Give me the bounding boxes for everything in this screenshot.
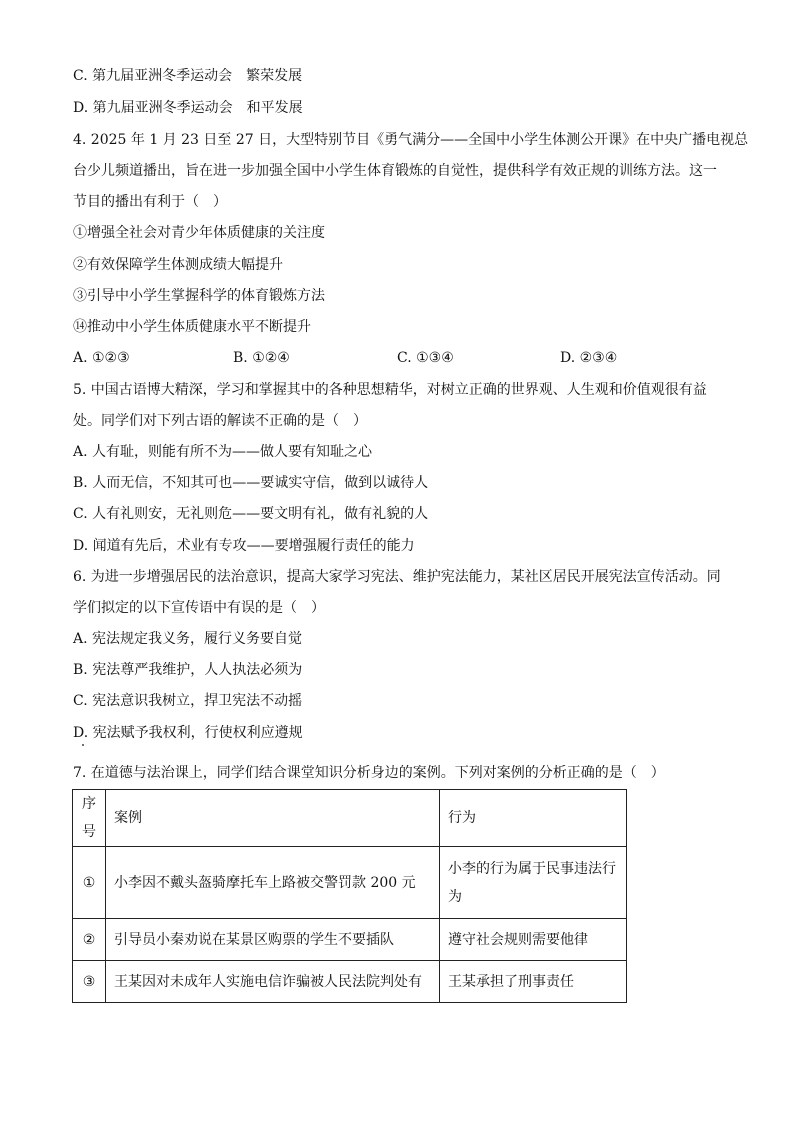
q5-stem-line-1: 5. 中国古语博大精深，学习和掌握其中的各种思想精华，对树立正确的世界观、人生观和价值观很有益 [73, 382, 707, 398]
header-num-line-1: 序 [82, 796, 96, 812]
table-row [73, 919, 627, 961]
q4-option-a: A. ①②③ [73, 350, 130, 366]
q4-item-1: ①增强全社会对青少年体质健康的关注度 [73, 225, 325, 241]
row-behavior: 遵守社会规则需要他律 [440, 919, 627, 961]
q6-option-d: D. 宪法赋予我权利，行使权利应遵规 [73, 725, 303, 741]
row-behavior: 王某承担了刑事责任 [440, 961, 627, 1003]
q4-stem-line-2: 台少儿频道播出，旨在进一步加强全国中小学生体育锻炼的自觉性，提供科学有效正规的训练方法。这一 [73, 163, 717, 179]
row-num: ② [73, 919, 106, 961]
table-row [73, 847, 627, 919]
q5-option-b: B. 人而无信，不知其可也——要诚实守信，做到以诚待人 [73, 475, 429, 491]
row-case: 小李因不戴头盔骑摩托车上路被交警罚款 200 元 [106, 847, 440, 919]
header-num [73, 790, 106, 847]
case-table [72, 789, 627, 1003]
q4-option-b: B. ①②④ [233, 350, 290, 366]
option-c-prev: C. 第九届亚洲冬季运动会 繁荣发展 [73, 68, 303, 84]
q4-stem-line-1: 4. 2025 年 1 月 23 日至 27 日，大型特别节目《勇气满分——全国中小学生体测公开课》在中央广播电视总 [73, 132, 749, 148]
q6-option-a: A. 宪法规定我义务，履行义务要自觉 [73, 631, 303, 647]
table-header-row [73, 790, 627, 847]
header-num-line-2: 号 [82, 824, 96, 840]
q5-option-c: C. 人有礼则安，无礼则危——要文明有礼，做有礼貌的人 [73, 506, 429, 522]
row-case: 王某因对未成年人实施电信诈骗被人民法院判处有 [106, 961, 440, 1003]
table-row [73, 961, 627, 1003]
stray-dot [82, 744, 84, 746]
q4-stem-line-3: 节目的播出有利于（ ） [73, 194, 227, 210]
row-behavior: 小李的行为属于民事违法行为 [440, 847, 627, 919]
row-num: ③ [73, 961, 106, 1003]
q5-option-a: A. 人有耻，则能有所不为——做人要有知耻之心 [73, 444, 373, 460]
option-d-prev: D. 第九届亚洲冬季运动会 和平发展 [73, 100, 303, 116]
row-num: ① [73, 847, 106, 919]
q7-stem: 7. 在道德与法治课上，同学们结合课堂知识分析身边的案例。下列对案例的分析正确的是（ ） [73, 765, 665, 781]
q5-stem-line-2: 处。同学们对下列古语的解读不正确的是（ ） [73, 413, 367, 429]
q6-stem-line-2: 学们拟定的以下宣传语中有误的是（ ） [73, 600, 325, 616]
q4-item-3: ③引导中小学生掌握科学的体育锻炼方法 [73, 288, 325, 304]
header-case: 案例 [106, 790, 440, 847]
q6-option-c: C. 宪法意识我树立，捍卫宪法不动摇 [73, 693, 303, 709]
q5-option-d: D. 闻道有先后，术业有专攻——要增强履行责任的能力 [73, 538, 415, 554]
header-behavior: 行为 [440, 790, 627, 847]
q4-option-d: D. ②③④ [560, 350, 618, 366]
q4-item-2: ②有效保障学生体测成绩大幅提升 [73, 257, 283, 273]
q4-item-4: ⑭推动中小学生体质健康水平不断提升 [73, 319, 311, 335]
q4-option-c: C. ①③④ [397, 350, 454, 366]
q6-option-b: B. 宪法尊严我维护，人人执法必须为 [73, 662, 303, 678]
row-case: 引导员小秦劝说在某景区购票的学生不要插队 [106, 919, 440, 961]
q6-stem-line-1: 6. 为进一步增强居民的法治意识，提高大家学习宪法、维护宪法能力，某社区居民开展宪法宣传活动。同 [73, 569, 721, 585]
